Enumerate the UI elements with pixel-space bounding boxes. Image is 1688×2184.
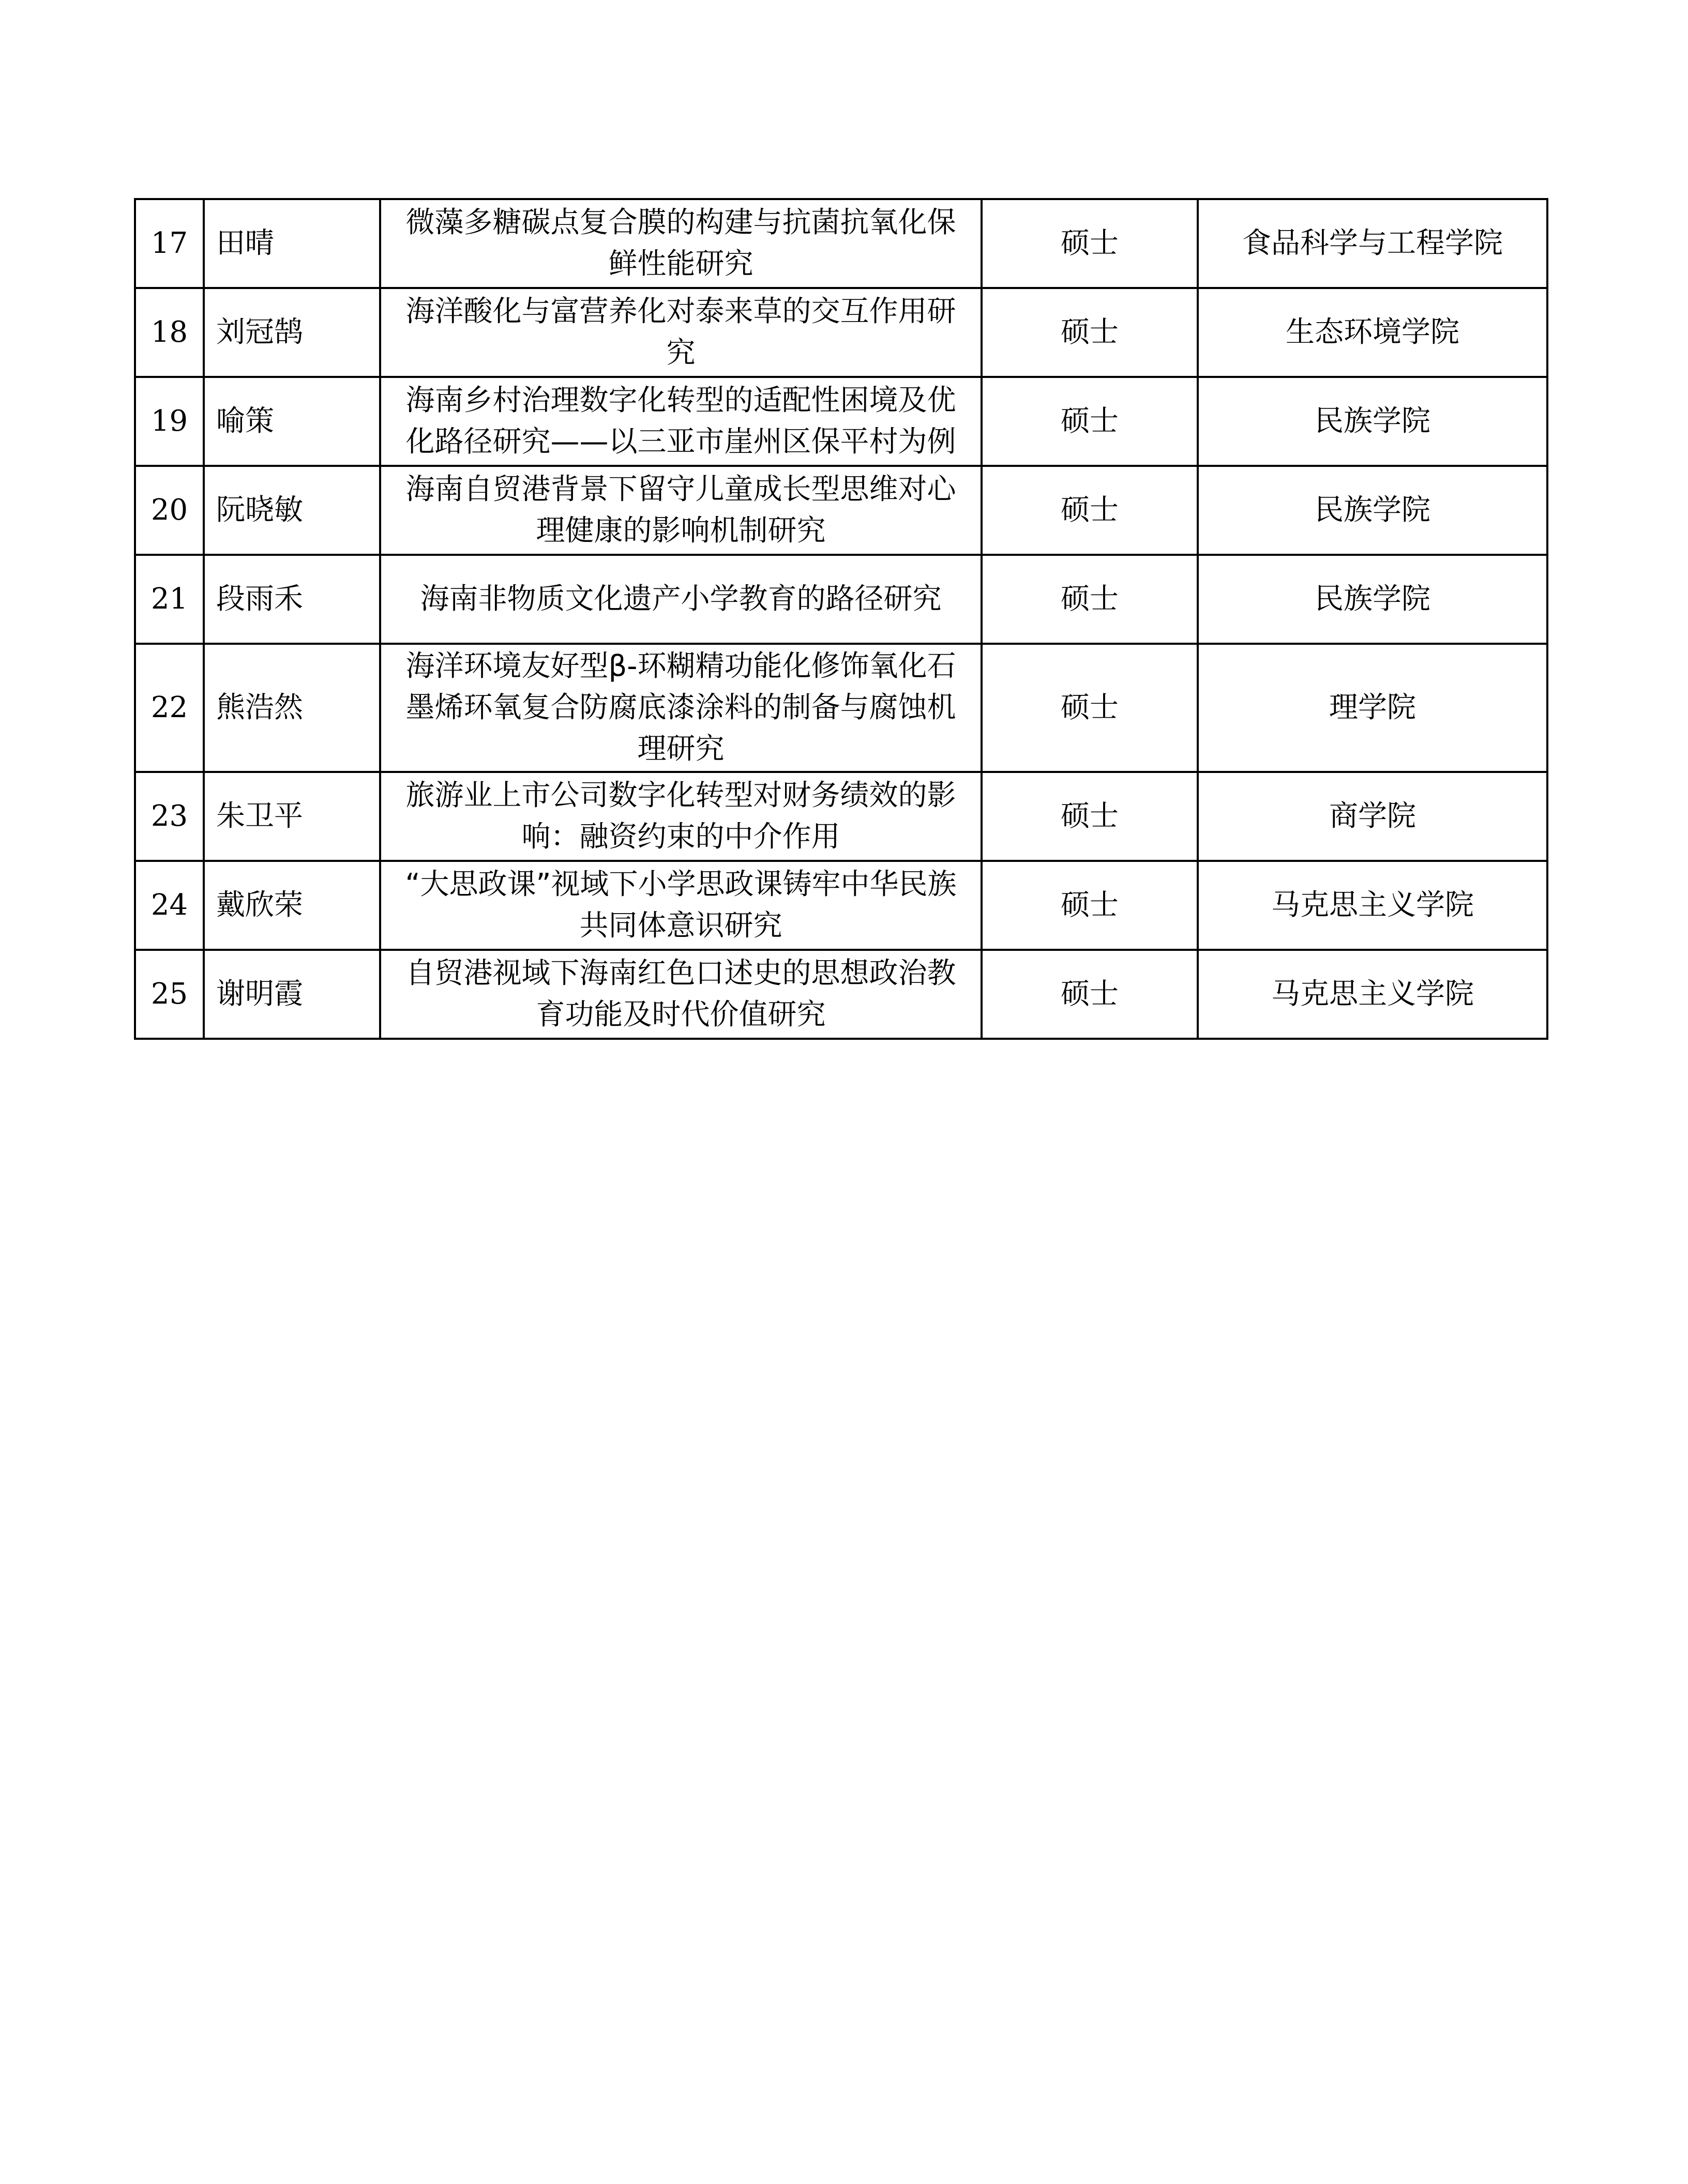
college-name: 生态环境学院	[1198, 288, 1547, 377]
table-row	[135, 861, 1547, 950]
student-name: 谢明霞	[204, 950, 380, 1039]
project-roster-table	[134, 198, 1548, 1040]
project-title: 海南自贸港背景下留守儿童成长型思维对心理健康的影响机制研究	[380, 466, 982, 555]
row-number: 21	[135, 555, 204, 644]
table-row	[135, 466, 1547, 555]
degree-level: 硕士	[982, 772, 1198, 861]
table-row	[135, 555, 1547, 644]
student-name: 戴欣荣	[204, 861, 380, 950]
college-name: 马克思主义学院	[1198, 861, 1547, 950]
college-name: 食品科学与工程学院	[1198, 199, 1547, 288]
row-number: 17	[135, 199, 204, 288]
college-name: 马克思主义学院	[1198, 950, 1547, 1039]
degree-level: 硕士	[982, 288, 1198, 377]
student-name: 段雨禾	[204, 555, 380, 644]
table-row	[135, 950, 1547, 1039]
project-title: “大思政课”视域下小学思政课铸牢中华民族共同体意识研究	[380, 861, 982, 950]
project-title: 自贸港视域下海南红色口述史的思想政治教育功能及时代价值研究	[380, 950, 982, 1039]
college-name: 商学院	[1198, 772, 1547, 861]
student-name: 喻策	[204, 377, 380, 466]
row-number: 24	[135, 861, 204, 950]
college-name: 民族学院	[1198, 555, 1547, 644]
table-row	[135, 377, 1547, 466]
student-name: 刘冠鹄	[204, 288, 380, 377]
degree-level: 硕士	[982, 199, 1198, 288]
college-name: 民族学院	[1198, 466, 1547, 555]
degree-level: 硕士	[982, 377, 1198, 466]
project-title: 海洋环境友好型β-环糊精功能化修饰氧化石墨烯环氧复合防腐底漆涂料的制备与腐蚀机理研究	[380, 644, 982, 772]
student-name: 熊浩然	[204, 644, 380, 772]
table-row	[135, 288, 1547, 377]
project-title: 旅游业上市公司数字化转型对财务绩效的影响：融资约束的中介作用	[380, 772, 982, 861]
table-row	[135, 772, 1547, 861]
degree-level: 硕士	[982, 555, 1198, 644]
project-title: 微藻多糖碳点复合膜的构建与抗菌抗氧化保鲜性能研究	[380, 199, 982, 288]
row-number: 19	[135, 377, 204, 466]
student-name: 田晴	[204, 199, 380, 288]
row-number: 23	[135, 772, 204, 861]
project-title: 海南非物质文化遗产小学教育的路径研究	[380, 555, 982, 644]
project-title: 海南乡村治理数字化转型的适配性困境及优化路径研究——以三亚市崖州区保平村为例	[380, 377, 982, 466]
project-title: 海洋酸化与富营养化对泰来草的交互作用研究	[380, 288, 982, 377]
row-number: 25	[135, 950, 204, 1039]
college-name: 民族学院	[1198, 377, 1547, 466]
table-row	[135, 199, 1547, 288]
student-name: 朱卫平	[204, 772, 380, 861]
degree-level: 硕士	[982, 861, 1198, 950]
table-row	[135, 644, 1547, 772]
degree-level: 硕士	[982, 466, 1198, 555]
row-number: 20	[135, 466, 204, 555]
college-name: 理学院	[1198, 644, 1547, 772]
student-name: 阮晓敏	[204, 466, 380, 555]
degree-level: 硕士	[982, 950, 1198, 1039]
degree-level: 硕士	[982, 644, 1198, 772]
row-number: 22	[135, 644, 204, 772]
row-number: 18	[135, 288, 204, 377]
